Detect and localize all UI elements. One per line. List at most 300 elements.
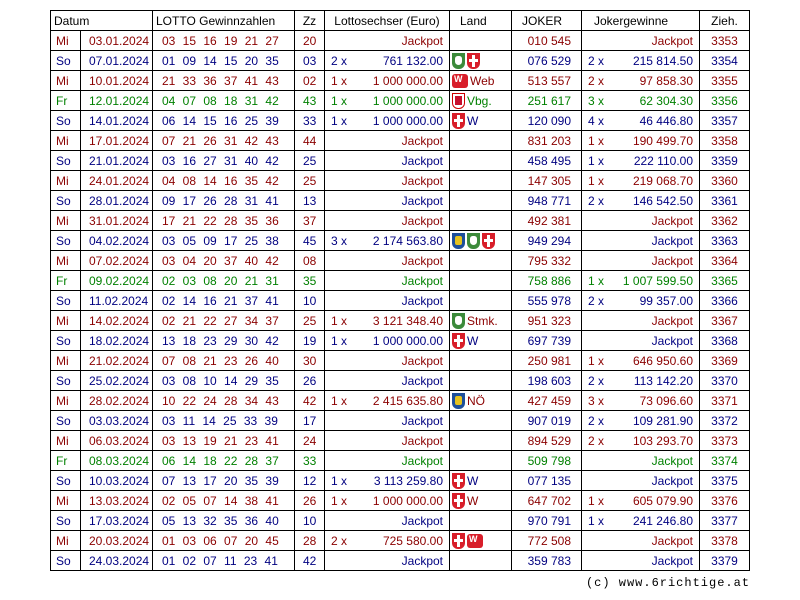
lotto-numbers-cell: 02 14 16 21 37 41 [153, 291, 295, 311]
draw-number-cell: 3378 [700, 531, 750, 551]
date-cell: 10.03.2024 [81, 471, 153, 491]
land-cell [450, 71, 512, 91]
draw-number-cell: 3375 [700, 471, 750, 491]
jokergewinne-cell [582, 531, 700, 551]
date-cell: 14.02.2024 [81, 311, 153, 331]
joker-number-cell: 907 019 [512, 411, 582, 431]
draw-number-cell: 3355 [700, 71, 750, 91]
table-row [51, 411, 750, 431]
land-cell [450, 171, 512, 191]
lotto-numbers-cell: 03 08 10 14 29 35 [153, 371, 295, 391]
joker-prize-amount: Jackpot [651, 553, 693, 568]
lotto-numbers-cell: 03 11 14 25 33 39 [153, 411, 295, 431]
table-row [51, 371, 750, 391]
lotto-winner-count: 1 x [331, 393, 348, 408]
jokergewinne-cell [582, 231, 700, 251]
lotto-prize-amount: 3 113 259.80 [373, 473, 443, 488]
zusatzzahl-cell: 42 [295, 551, 325, 571]
lotto-numbers-cell: 01 09 14 15 20 35 [153, 51, 295, 71]
coat-of-arms-icon [452, 74, 468, 88]
header-datum: Datum [51, 11, 153, 31]
joker-number-cell: 949 294 [512, 231, 582, 251]
weekday-cell: So [51, 331, 81, 351]
joker-prize-amount: 646 950.60 [632, 353, 693, 368]
coat-of-arms-icon [452, 333, 465, 349]
zusatzzahl-cell: 35 [295, 271, 325, 291]
date-cell: 18.02.2024 [81, 331, 153, 351]
lotto-winner-count: 1 x [331, 113, 348, 128]
date-cell: 03.01.2024 [81, 31, 153, 51]
table-row [51, 251, 750, 271]
zusatzzahl-cell: 24 [295, 431, 325, 451]
land-cell [450, 211, 512, 231]
lottosechser-cell [325, 471, 450, 491]
lottosechser-cell [325, 111, 450, 131]
jokergewinne-cell [582, 191, 700, 211]
weekday-cell: So [51, 51, 81, 71]
zusatzzahl-cell: 25 [295, 151, 325, 171]
draw-number-cell: 3367 [700, 311, 750, 331]
lottosechser-cell [325, 91, 450, 111]
zusatzzahl-cell: 20 [295, 31, 325, 51]
joker-prize-amount: 46 446.80 [639, 113, 693, 128]
lotto-winner-count: 1 x [331, 493, 348, 508]
weekday-cell: So [51, 111, 81, 131]
zusatzzahl-cell: 30 [295, 351, 325, 371]
land-cell [450, 151, 512, 171]
joker-prize-amount: 62 304.30 [639, 93, 693, 108]
date-cell: 07.01.2024 [81, 51, 153, 71]
lotto-numbers-cell: 17 21 22 28 35 36 [153, 211, 295, 231]
zusatzzahl-cell: 10 [295, 511, 325, 531]
joker-number-cell: 948 771 [512, 191, 582, 211]
joker-number-cell: 147 305 [512, 171, 582, 191]
lotto-winner-count: 2 x [331, 53, 348, 68]
header-land: Land [450, 11, 512, 31]
draw-number-cell: 3364 [700, 251, 750, 271]
lottosechser-cell [325, 131, 450, 151]
joker-prize-amount: Jackpot [651, 473, 693, 488]
draw-number-cell: 3366 [700, 291, 750, 311]
lottosechser-cell [325, 511, 450, 531]
land-cell [450, 271, 512, 291]
zusatzzahl-cell: 10 [295, 291, 325, 311]
table-row [51, 471, 750, 491]
weekday-cell: Mi [51, 211, 81, 231]
lotto-numbers-cell: 09 17 26 28 31 41 [153, 191, 295, 211]
lotto-winner-count: 3 x [331, 233, 348, 248]
date-cell: 11.02.2024 [81, 291, 153, 311]
joker-winner-count: 1 x [588, 173, 605, 188]
joker-number-cell: 647 702 [512, 491, 582, 511]
lotto-results-table [50, 10, 750, 571]
joker-number-cell: 492 381 [512, 211, 582, 231]
land-label: Web [470, 73, 495, 88]
table-row [51, 391, 750, 411]
lottosechser-cell [325, 231, 450, 251]
joker-number-cell: 359 783 [512, 551, 582, 571]
lottosechser-cell [325, 531, 450, 551]
table-row [51, 311, 750, 331]
lotto-numbers-cell: 03 05 09 17 25 38 [153, 231, 295, 251]
date-cell: 28.02.2024 [81, 391, 153, 411]
land-label: W [467, 113, 479, 128]
joker-prize-amount: Jackpot [651, 253, 693, 268]
lotto-numbers-cell: 02 03 08 20 21 31 [153, 271, 295, 291]
land-cell [450, 331, 512, 351]
draw-number-cell: 3374 [700, 451, 750, 471]
date-cell: 12.01.2024 [81, 91, 153, 111]
lotto-numbers-cell: 01 03 06 07 20 45 [153, 531, 295, 551]
joker-prize-amount: Jackpot [651, 313, 693, 328]
weekday-cell: So [51, 471, 81, 491]
date-cell: 17.01.2024 [81, 131, 153, 151]
jokergewinne-cell [582, 431, 700, 451]
joker-number-cell: 509 798 [512, 451, 582, 471]
table-row [51, 351, 750, 371]
joker-number-cell: 697 739 [512, 331, 582, 351]
lotto-numbers-cell: 03 13 19 21 23 41 [153, 431, 295, 451]
joker-prize-amount: 113 142.20 [633, 373, 693, 388]
lotto-prize-amount: 3 121 348.40 [372, 313, 443, 328]
land-cell [450, 131, 512, 151]
jokergewinne-cell [582, 391, 700, 411]
joker-prize-amount: Jackpot [651, 233, 693, 248]
draw-number-cell: 3358 [700, 131, 750, 151]
land-cell [450, 391, 512, 411]
land-cell [450, 531, 512, 551]
joker-winner-count: 1 x [588, 493, 605, 508]
table-row [51, 551, 750, 571]
joker-winner-count: 2 x [588, 193, 605, 208]
lotto-prize-amount: Jackpot [401, 293, 443, 308]
lotto-numbers-cell: 02 05 07 14 38 41 [153, 491, 295, 511]
lotto-prize-amount: Jackpot [401, 273, 443, 288]
table-row [51, 431, 750, 451]
lotto-prize-amount: Jackpot [401, 173, 443, 188]
lotto-prize-amount: Jackpot [401, 193, 443, 208]
lotto-prize-amount: Jackpot [401, 133, 443, 148]
lottosechser-cell [325, 391, 450, 411]
lottosechser-cell [325, 351, 450, 371]
land-cell [450, 511, 512, 531]
joker-prize-amount: 219 068.70 [632, 173, 693, 188]
lotto-numbers-cell: 06 14 15 16 25 39 [153, 111, 295, 131]
land-cell [450, 31, 512, 51]
draw-number-cell: 3373 [700, 431, 750, 451]
lotto-prize-amount: Jackpot [401, 433, 443, 448]
lotto-prize-amount: Jackpot [401, 153, 443, 168]
land-cell [450, 111, 512, 131]
joker-winner-count: 1 x [588, 353, 605, 368]
coat-of-arms-icon [452, 113, 465, 129]
copyright-footer: (c) www.6richtige.at [585, 576, 750, 590]
coat-of-arms-icon [452, 93, 465, 109]
joker-prize-amount: 97 858.30 [639, 73, 693, 88]
jokergewinne-cell [582, 251, 700, 271]
zusatzzahl-cell: 03 [295, 51, 325, 71]
draw-number-cell: 3369 [700, 351, 750, 371]
coat-of-arms-icon [452, 233, 465, 249]
land-cell [450, 491, 512, 511]
date-cell: 24.01.2024 [81, 171, 153, 191]
joker-prize-amount: Jackpot [651, 33, 693, 48]
joker-winner-count: 1 x [588, 273, 605, 288]
lottosechser-cell [325, 491, 450, 511]
lotto-prize-amount: 2 415 635.80 [372, 393, 443, 408]
land-cell [450, 411, 512, 431]
lottosechser-cell [325, 211, 450, 231]
date-cell: 31.01.2024 [81, 211, 153, 231]
date-cell: 10.01.2024 [81, 71, 153, 91]
weekday-cell: Mi [51, 31, 81, 51]
header-zz: Zz [295, 11, 325, 31]
joker-prize-amount: 99 357.00 [639, 293, 693, 308]
date-cell: 25.02.2024 [81, 371, 153, 391]
draw-number-cell: 3354 [700, 51, 750, 71]
draw-number-cell: 3353 [700, 31, 750, 51]
joker-prize-amount: 73 096.60 [639, 393, 693, 408]
land-cell [450, 231, 512, 251]
header-zieh: Zieh. [700, 11, 750, 31]
land-cell [450, 371, 512, 391]
zusatzzahl-cell: 42 [295, 391, 325, 411]
joker-number-cell: 555 978 [512, 291, 582, 311]
table-row [51, 331, 750, 351]
weekday-cell: Mi [51, 311, 81, 331]
lotto-numbers-cell: 06 14 18 22 28 37 [153, 451, 295, 471]
draw-number-cell: 3363 [700, 231, 750, 251]
weekday-cell: Mi [51, 391, 81, 411]
table-row [51, 271, 750, 291]
jokergewinne-cell [582, 291, 700, 311]
joker-winner-count: 2 x [588, 433, 605, 448]
coat-of-arms-icon [467, 53, 480, 69]
weekday-cell: So [51, 291, 81, 311]
table-row [51, 51, 750, 71]
lotto-prize-amount: Jackpot [401, 253, 443, 268]
joker-winner-count: 3 x [588, 393, 605, 408]
lottosechser-cell [325, 251, 450, 271]
date-cell: 24.03.2024 [81, 551, 153, 571]
land-cell [450, 551, 512, 571]
land-cell [450, 251, 512, 271]
joker-number-cell: 010 545 [512, 31, 582, 51]
table-row [51, 191, 750, 211]
table-row [51, 451, 750, 471]
joker-number-cell: 427 459 [512, 391, 582, 411]
joker-number-cell: 831 203 [512, 131, 582, 151]
zusatzzahl-cell: 08 [295, 251, 325, 271]
land-cell [450, 291, 512, 311]
joker-prize-amount: 215 814.50 [632, 53, 693, 68]
joker-number-cell: 795 332 [512, 251, 582, 271]
joker-winner-count: 2 x [588, 73, 605, 88]
land-cell [450, 351, 512, 371]
land-cell [450, 51, 512, 71]
lottosechser-cell [325, 331, 450, 351]
joker-number-cell: 894 529 [512, 431, 582, 451]
draw-number-cell: 3357 [700, 111, 750, 131]
jokergewinne-cell [582, 171, 700, 191]
date-cell: 08.03.2024 [81, 451, 153, 471]
zusatzzahl-cell: 43 [295, 91, 325, 111]
lottosechser-cell [325, 371, 450, 391]
zusatzzahl-cell: 17 [295, 411, 325, 431]
lotto-prize-amount: 2 174 563.80 [372, 233, 443, 248]
zusatzzahl-cell: 12 [295, 471, 325, 491]
lotto-numbers-cell: 02 21 22 27 34 37 [153, 311, 295, 331]
joker-prize-amount: 222 110.00 [633, 153, 693, 168]
draw-number-cell: 3365 [700, 271, 750, 291]
date-cell: 14.01.2024 [81, 111, 153, 131]
joker-winner-count: 1 x [588, 153, 605, 168]
jokergewinne-cell [582, 331, 700, 351]
draw-number-cell: 3370 [700, 371, 750, 391]
land-label: NÖ [467, 393, 485, 408]
lottosechser-cell [325, 31, 450, 51]
lottosechser-cell [325, 171, 450, 191]
date-cell: 07.02.2024 [81, 251, 153, 271]
joker-prize-amount: 190 499.70 [632, 133, 693, 148]
weekday-cell: Mi [51, 171, 81, 191]
date-cell: 03.03.2024 [81, 411, 153, 431]
land-label: Stmk. [467, 313, 498, 328]
joker-winner-count: 1 x [588, 513, 605, 528]
draw-number-cell: 3361 [700, 191, 750, 211]
weekday-cell: So [51, 231, 81, 251]
weekday-cell: So [51, 191, 81, 211]
lotto-prize-amount: 725 580.00 [382, 533, 443, 548]
coat-of-arms-icon [467, 233, 480, 249]
jokergewinne-cell [582, 511, 700, 531]
weekday-cell: Mi [51, 431, 81, 451]
lotto-prize-amount: Jackpot [401, 353, 443, 368]
date-cell: 21.01.2024 [81, 151, 153, 171]
joker-winner-count: 1 x [588, 133, 605, 148]
lotto-numbers-cell: 03 15 16 19 21 27 [153, 31, 295, 51]
jokergewinne-cell [582, 371, 700, 391]
jokergewinne-cell [582, 471, 700, 491]
lottosechser-cell [325, 551, 450, 571]
weekday-cell: So [51, 511, 81, 531]
land-cell [450, 91, 512, 111]
table-row [51, 291, 750, 311]
joker-number-cell: 250 981 [512, 351, 582, 371]
date-cell: 28.01.2024 [81, 191, 153, 211]
draw-number-cell: 3379 [700, 551, 750, 571]
lotto-numbers-cell: 21 33 36 37 41 43 [153, 71, 295, 91]
jokergewinne-cell [582, 31, 700, 51]
coat-of-arms-icon [467, 534, 483, 548]
coat-of-arms-icon [482, 233, 495, 249]
lottosechser-cell [325, 291, 450, 311]
zusatzzahl-cell: 44 [295, 131, 325, 151]
header-joker: JOKER [512, 11, 582, 31]
lotto-prize-amount: Jackpot [401, 553, 443, 568]
date-cell: 04.02.2024 [81, 231, 153, 251]
joker-prize-amount: 103 293.70 [632, 433, 693, 448]
lotto-prize-amount: Jackpot [401, 513, 443, 528]
joker-number-cell: 077 135 [512, 471, 582, 491]
joker-winner-count: 2 x [588, 53, 605, 68]
date-cell: 20.03.2024 [81, 531, 153, 551]
land-label: W [467, 333, 479, 348]
draw-number-cell: 3356 [700, 91, 750, 111]
weekday-cell: Mi [51, 351, 81, 371]
zusatzzahl-cell: 19 [295, 331, 325, 351]
coat-of-arms-icon [452, 533, 465, 549]
table-row [51, 231, 750, 251]
lotto-numbers-cell: 03 04 20 37 40 42 [153, 251, 295, 271]
coat-of-arms-icon [452, 53, 465, 69]
table-row [51, 511, 750, 531]
zusatzzahl-cell: 33 [295, 111, 325, 131]
jokergewinne-cell [582, 71, 700, 91]
jokergewinne-cell [582, 211, 700, 231]
zusatzzahl-cell: 25 [295, 311, 325, 331]
zusatzzahl-cell: 26 [295, 491, 325, 511]
joker-number-cell: 458 495 [512, 151, 582, 171]
joker-prize-amount: 605 079.90 [632, 493, 693, 508]
lottosechser-cell [325, 191, 450, 211]
table-row [51, 211, 750, 231]
land-cell [450, 471, 512, 491]
lotto-prize-amount: 1 000 000.00 [372, 93, 443, 108]
lotto-numbers-cell: 13 18 23 29 30 42 [153, 331, 295, 351]
land-cell [450, 191, 512, 211]
lotto-numbers-cell: 05 13 32 35 36 40 [153, 511, 295, 531]
lottosechser-cell [325, 311, 450, 331]
lottosechser-cell [325, 271, 450, 291]
lotto-prize-amount: Jackpot [401, 413, 443, 428]
draw-number-cell: 3372 [700, 411, 750, 431]
lotto-winner-count: 1 x [331, 93, 348, 108]
zusatzzahl-cell: 13 [295, 191, 325, 211]
weekday-cell: Mi [51, 491, 81, 511]
table-row [51, 491, 750, 511]
lotto-numbers-cell: 10 22 24 28 34 43 [153, 391, 295, 411]
header-jokergewinne: Jokergewinne [582, 11, 700, 31]
lotto-numbers-cell: 01 02 07 11 23 41 [153, 551, 295, 571]
lotto-prize-amount: 1 000 000.00 [372, 333, 443, 348]
joker-number-cell: 513 557 [512, 71, 582, 91]
coat-of-arms-icon [452, 313, 465, 329]
draw-number-cell: 3377 [700, 511, 750, 531]
zusatzzahl-cell: 33 [295, 451, 325, 471]
joker-prize-amount: 109 281.90 [632, 413, 693, 428]
joker-number-cell: 772 508 [512, 531, 582, 551]
lotto-prize-amount: Jackpot [401, 373, 443, 388]
lottosechser-cell [325, 451, 450, 471]
date-cell: 13.03.2024 [81, 491, 153, 511]
jokergewinne-cell [582, 551, 700, 571]
draw-number-cell: 3368 [700, 331, 750, 351]
lottosechser-cell [325, 431, 450, 451]
joker-prize-amount: Jackpot [651, 333, 693, 348]
lotto-numbers-cell: 04 08 14 16 35 42 [153, 171, 295, 191]
draw-number-cell: 3371 [700, 391, 750, 411]
date-cell: 06.03.2024 [81, 431, 153, 451]
joker-number-cell: 970 791 [512, 511, 582, 531]
lottosechser-cell [325, 411, 450, 431]
joker-winner-count: 2 x [588, 373, 605, 388]
jokergewinne-cell [582, 451, 700, 471]
land-cell [450, 451, 512, 471]
weekday-cell: Fr [51, 91, 81, 111]
joker-number-cell: 758 886 [512, 271, 582, 291]
joker-prize-amount: Jackpot [651, 533, 693, 548]
